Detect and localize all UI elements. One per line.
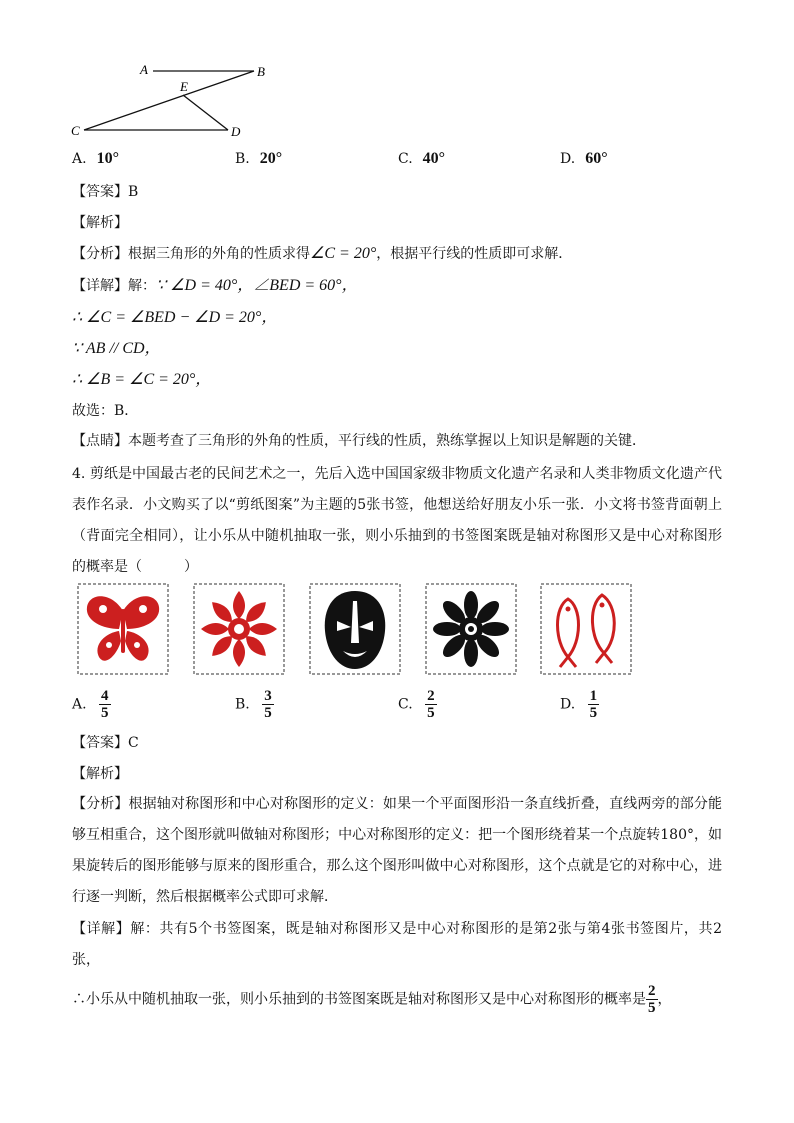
bookmark-1 [75, 581, 171, 677]
bookmark-4 [423, 581, 519, 677]
q3-step-2: ∵ AB // CD， [72, 340, 161, 357]
q3-choice-a[interactable]: A. 10° [72, 150, 119, 167]
label-d: D [231, 124, 241, 139]
q3-step-1: ∴ ∠C = ∠BED − ∠D = 20°， [72, 309, 278, 326]
q4-stem: 4. 剪纸是中国最古老的民间艺术之一，先后入选中国国家级非物质文化遗产名录和人类非物质文化遗产代表作名录．小文购买了以“剪纸图案”为主题的5张书签，他想送给好朋友小乐一张．小文将书签背面朝上（背面完全相同），让小乐从中随机抽取一张，则小乐抽到的书签图案既是轴对称图形又是中心对称图形的概率是（ ） [72, 466, 722, 575]
q3-conclusion: 故选：B． [72, 403, 139, 419]
butterfly-papercut-icon [75, 581, 171, 677]
q4-answer: 【答案】C [72, 735, 139, 751]
snowflake-papercut-icon [191, 581, 287, 677]
opera-mask-icon [307, 581, 403, 677]
q4-final: ∴小乐从中随机抽取一张，则小乐抽到的书签图案既是轴对称图形又是中心对称图形的概率是 $\frac{2}{5}$ ， [72, 983, 672, 1016]
label-a: A [140, 62, 148, 77]
q3-choice-d[interactable]: D. 60° [560, 150, 608, 167]
q4-detail: 【详解】解：共有5个书签图案，既是轴对称图形又是中心对称图形的是第2张与第4张书签图片，共2张， [72, 921, 722, 968]
q4-choice-b[interactable]: B. $\frac{3}{5}$ [235, 688, 272, 721]
q4-choice-a[interactable]: A. $\frac{4}{5}$ [72, 688, 109, 721]
q3-analysis-heading: 【解析】 [72, 215, 128, 231]
bookmark-3 [307, 581, 403, 677]
bookmark-5 [538, 581, 634, 677]
q4-choice-d[interactable]: D. $\frac{1}{5}$ [560, 688, 598, 721]
q4-analysis-heading: 【解析】 [72, 766, 128, 782]
geometry-figure [68, 60, 268, 144]
q3-analysis: 【分析】根据三角形的外角的性质求得∠C = 20°，根据平行线的性质即可求解． [72, 245, 573, 262]
q3-detail: 【详解】解：∵ ∠D = 40°，∠BED = 60°， [72, 277, 358, 294]
fish-papercut-icon [538, 581, 634, 677]
bookmark-2 [191, 581, 287, 677]
q4-analysis: 【分析】根据轴对称图形和中心对称图形的定义：如果一个平面图形沿一条直线折叠，直线两旁的部分能够互相重合，这个图形就叫做轴对称图形；中心对称图形的定义：把一个图形绕着某一个点旋转180°，如果旋转后的图形能够与原来的图形重合，那么这个图形叫做中心对称图形，这个点就是它的对称中心，进行逐一判断，然后根据概率公式即可求解． [72, 796, 722, 905]
q4-choice-c[interactable]: C. $\frac{2}{5}$ [398, 688, 435, 721]
label-e: E [180, 79, 188, 94]
q3-comment: 【点睛】本题考查了三角形的外角的性质，平行线的性质，熟练掌握以上知识是解题的关键． [72, 433, 646, 449]
q3-answer: 【答案】B [72, 184, 139, 200]
mandala-icon [423, 581, 519, 677]
q3-choice-c[interactable]: C. 40° [398, 150, 446, 167]
label-b: B [257, 64, 265, 79]
q3-choice-b[interactable]: B. 20° [235, 150, 283, 167]
label-c: C [71, 123, 80, 138]
q3-step-3: ∴ ∠B = ∠C = 20°， [72, 371, 212, 388]
